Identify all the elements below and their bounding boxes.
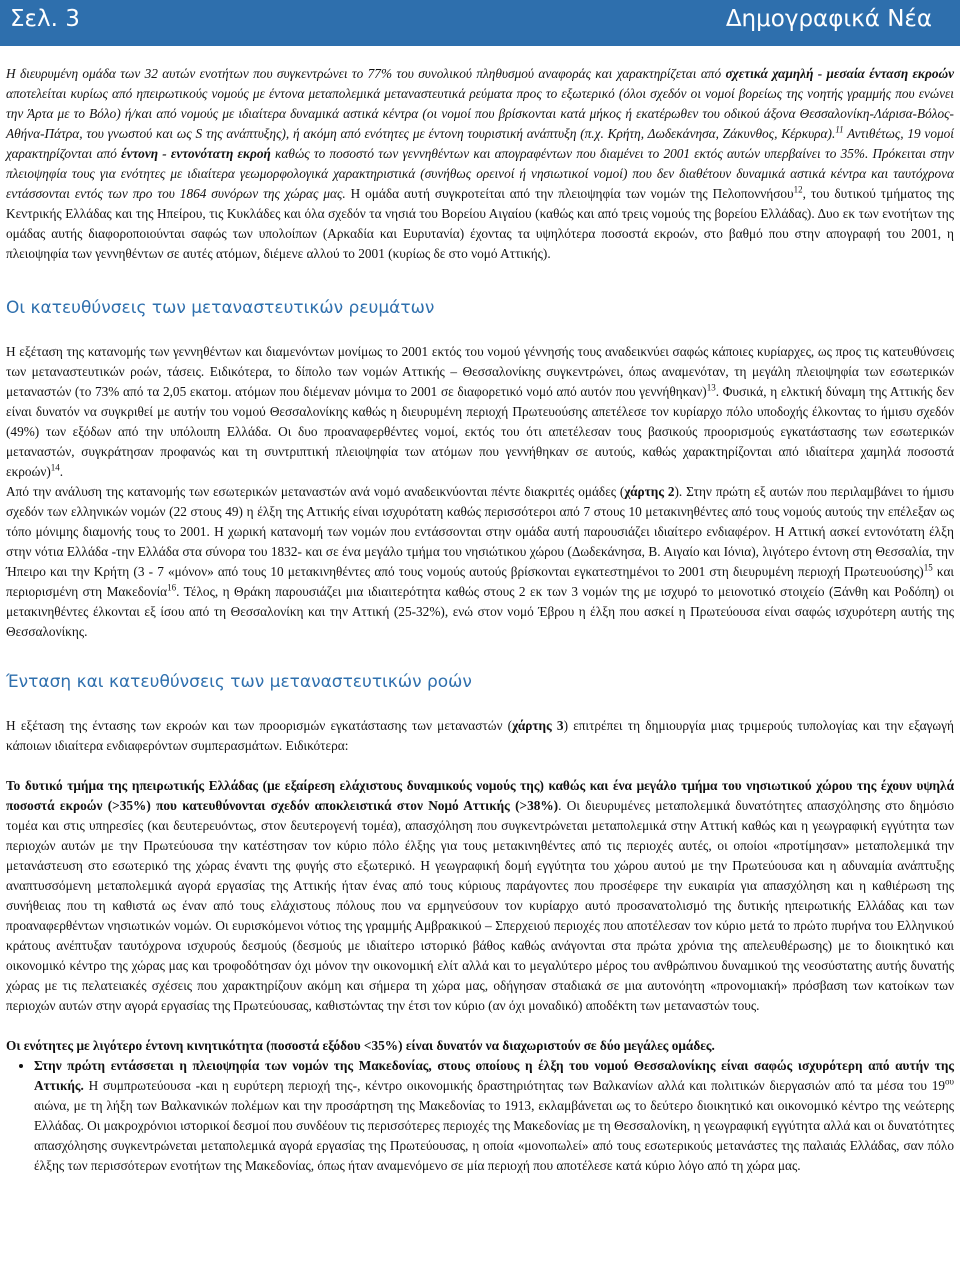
page-body — [6, 64, 954, 1176]
paragraph-intensity-3 — [6, 1036, 954, 1056]
text-run: αιώνα, με τη λήξη των Βαλκανικών πολέμων και την προσάρτηση της Μακεδονίας το 1913, εκλαμβάνεται ως το δεύτερο διοικητικό και οικονομικό κέντρο της νεώτερης Ελλάδας. Οι μακροχρόνιοι ιστορικοί δεσμοί που συνδέουν τις περισσότερες περιοχές της Μακεδονίας με τη Θεσσαλονίκη, η γεωγραφική εγγύτητα αλλά και οι δυνατότητες απασχόλησης συγκεντρώνεται μεταπολεμικά αγορά εργασίας της Πρωτεύουσας, η οποία «μονοπωλεί» από τους εσωτερικούς μετανάστες της παλαιάς Ελλάδας, σαν πόλο έλξης των περισσότερων ενοτήτων της Μακεδονίας, όπως ήταν αναμενόμενο σε μία περιοχή που αποτέλεσε κατά κύριο λόγο από τη χώρα μας. — [34, 1098, 954, 1173]
text-run: . — [59, 464, 64, 479]
text-run: αποτελείται κυρίως από ηπειρωτικούς νομούς με έντονα μεταπολεμικά μεταναστευτικά ρεύματα προς το εξωτερικό (όλοι σχεδόν οι νομοί βορείως της νοητής γραμμής που ενώνει την Άρτα με το Βόλο) ή/και από νομούς με ιδιαίτερα δυναμικά αστικά κέντρα (οι νομοί που βρίσκονται κατά μήκος ή εκατέρωθεν του οδικού άξονα Θεσσαλονίκη-Λάρισα-Βόλος-Αθήνα-Πάτρα, του γνωστού και ως S της ανάπτυξης), ή ακόμη από ενότητες με έντονη τουριστική ανάπτυξη (π.χ. Κρήτη, Δωδεκάνησα, Ζάκυνθος, Κέρκυρα). — [6, 86, 954, 141]
footnote-ref-11: 11 — [835, 124, 844, 135]
text-run: Η συμπρωτεύουσα -και η ευρύτερη περιοχή της-, κέντρο οικονομικής δραστηριότητας των Βαλκανίων αλλά και πολιτικών διεργασιών από τα μέσα του 19 — [83, 1078, 946, 1093]
emphasis-intense-outflow: έντονη - εντονότατη εκροή — [121, 146, 271, 161]
text-run: . Φυσικά, η ελκτική δύναμη της Αττικής δεν είναι δυνατόν να συγκριθεί με αυτήν του νομού Θεσσαλονίκης καθώς η διευρυμένη περιοχή Πρωτευούσης απετέλεσε τον κυρίαρχο πόλο υποδοχής έλκοντας το ήμισυ σχεδόν (49%) των εξόδων από την υπόλοιπη Ελλάδα. Οι δυο προαναφερθέντες νομοί, εκτός του ότι απετέλεσαν τους βασικούς προορισμούς εγκατάστασης των εσωτερικών μεταναστών, συγκράτησαν προφανώς και τη συντριπτική πλειοψηφία των ατόμων που γεννήθηκαν σε αυτούς, καθώς χαρακτηρίζονται από ιδιαίτερα χαμηλά ποσοστά εκροών) — [6, 384, 955, 479]
emphasis-west-greece: Το δυτικό τμήμα της ηπειρωτικής Ελλάδας (με εξαίρεση ελάχιστους δυναμικούς νομούς της) καθώς και ένα μεγάλο τμήμα του νησιωτικού χώρου της έχουν υψηλά ποσοστά εκροών (>35%) που κατευθύνονται σχεδόν αποκλειστικά στον Νομό Αττικής (>38%) — [6, 778, 954, 813]
map-reference-3: χάρτης 3 — [512, 718, 564, 733]
map-reference-2: χάρτης 2 — [624, 484, 675, 499]
footnote-ref-14: 14 — [50, 462, 60, 473]
text-run: Η ομάδα αυτή συγκροτείται από την πλειοψηφία των νομών της Πελοποννήσου — [345, 186, 794, 201]
page-header — [0, 0, 960, 46]
footnote-ref-15: 15 — [923, 562, 933, 573]
text-run: . Τέλος, η Θράκη παρουσιάζει μια ιδιαιτερότητα καθώς στους 2 εκ των 3 νομών της με ισχυρό το μειονοτικό στοιχείο (Ξάνθη και Ροδόπη) οι μετακινηθέντες έλκονται εξ ίσου από τη Θεσσαλονίκη και την Αττική (25-32%), ενώ στον νομό Έβρου η έλξη που ασκεί η Πρωτεύουσα είναι σαφώς ισχυρότερη αυτής της Θεσσαλονίκης. — [6, 584, 955, 639]
paragraph-directions-2 — [6, 482, 954, 642]
emphasis-macedonia: Στην πρώτη εντάσσεται η πλειοψηφία των νομών της Μακεδονίας, στους οποίους η έλξη του νομού Θεσσαλονίκης είναι σαφώς ισχυρότερη από αυτήν της Αττικής. — [34, 1058, 954, 1093]
paragraph-intro — [6, 64, 954, 264]
text-run: ) επιτρέπει τη δημιουργία μιας τριμερούς τυπολογίας και την εξαγωγή κάποιων ιδιαίτερα ενδιαφερόντων συμπερασμάτων. Ειδικότερα: — [6, 718, 954, 753]
emphasis-low-mobility: Οι ενότητες με λιγότερο έντονη κινητικότητα (ποσοστά εξόδου <35%) είναι δυνατόν να διαχωριστούν σε δύο μεγάλες ομάδες. — [6, 1038, 715, 1053]
bullet-list — [6, 1056, 954, 1176]
footnote-ref-12: 12 — [793, 184, 803, 195]
page-number-label: Σελ. 3 — [10, 6, 80, 32]
text-run: Από την ανάλυση της κατανομής των εσωτερικών μεταναστών ανά νομό αναδεικνύονται πέντε διακριτές ομάδες ( — [6, 484, 625, 499]
text-run: ). Στην πρώτη εξ αυτών που περιλαμβάνει το ήμισυ σχεδόν των ελληνικών νομών (22 στους 49) η έλξη της Αττικής είναι ισχυρότατη καθώς περισσότεροι από 7 στους 10 μετακινηθέντες από τους νομούς αυτούς την επέλεξαν ως τόπο μόνιμης διαμονής τους το 2001. Η χωρική κατανομή των νομών που εντάσσονται στην ομάδα αυτή παρουσιάζει ιδιαίτερο ενδιαφέρον. Η Αττική ασκεί εντονότατη έλξη στην νότια Ελλάδα -την Ελλάδα στα σύνορα του 1832- και σε ένα μεγάλο τμήμα του νησιώτικου χώρου (Δωδεκάνησα, Β. Αιγαίο και Ιόνια), λιγότερο έντονη στη Θεσσαλία, την Ήπειρο και την Κρήτη (3 - 7 «μόνον» από τους 10 μετακινηθέντες από τους νομούς αυτούς βρίσκονται εγκατεστημένοι το 2001 στη διευρυμένη περιοχή Πρωτευούσης) — [6, 484, 955, 579]
paragraph-directions-1 — [6, 342, 954, 482]
section-heading-intensity: Ένταση και κατευθύνσεις των μεταναστευτικών ροών — [6, 672, 472, 692]
newsletter-title: Δημογραφικά Νέα — [725, 6, 932, 32]
text-run: Η εξέταση της κατανομής των γεννηθέντων και διαμενόντων μονίμως το 2001 εκτός του νομού γέννησής τους αναδεικνύει σαφώς κάποιες κυρίαρχες, ως προς τις κατευθύνσεις των μεταναστευτικών ροών, τάσεις. Ειδικότερα, το δίπολο των νομών Αττικής – Θεσσαλονίκης συγκεντρώνει, όπως αναμενόταν, τη μεγάλη πλειοψηφία των εσωτερικών μεταναστών (το 73% από τα 2,05 εκατομ. ατόμων που διέμεναν μόνιμα το 2001 σε διαφορετικό νομό από αυτόν που γεννήθηκαν) — [6, 344, 954, 399]
paragraph-intensity-1 — [6, 716, 954, 756]
text-run: , του δυτικού τμήματος της Κεντρικής Ελλάδας και της Ηπείρου, τις Κυκλάδες και όλα σχεδόν τα νησιά του Βορείου Αιγαίου (καθώς και από τρεις νομούς της βορείου Ελλάδας). Δυο εκ των ενοτήτων της ομάδας αυτής διαφοροποιούνται σαφώς των υπολοίπων (Αρκαδία και Ευρυτανία) έχοντας τα υψηλότερα ποσοστά εκροών, στο βαθμό που στην απογραφή του 2001, η πλειοψηφία των γεννηθέντων σε αυτές ατόμων, διέμενε αλλού το 2001 (κυρίως δε στο νομό Αττικής). — [6, 186, 955, 261]
emphasis-low-medium-outflow: σχετικά χαμηλή - μεσαία ένταση εκροών — [725, 66, 954, 81]
superscript-ordinal: ου — [945, 1076, 954, 1087]
text-run: Η διευρυμένη ομάδα των 32 αυτών ενοτήτων που συγκεντρώνει το 77% του συνολικού πληθυσμού αναφοράς και χαρακτηρίζεται από — [6, 66, 726, 81]
text-run: και περιορισμένη στη Μακεδονία — [6, 564, 954, 599]
text-run: καθώς το ποσοστό των γεννηθέντων και απογραφέντων που διαμένει το 2001 εκτός αυτών υπερβαίνει το 35%. Πρόκειται στην πλειοψηφία τους για ενότητες με ιδιαίτερα γεωμορφολογικά χαρακτηριστικά (συνήθως ορεινοί ή νησιωτικοί νομοί) που δεν διαθέτουν δυναμικά αστικά κέντρα και ταυτόχρονα εντάσσονται εντός των προ του 1864 συνόρων της χώρας μας. — [6, 146, 954, 201]
footnote-ref-13: 13 — [706, 382, 716, 393]
section-heading-directions: Οι κατευθύνσεις των μεταναστευτικών ρευμάτων — [6, 298, 435, 318]
paragraph-intensity-2 — [6, 776, 954, 1016]
footnote-ref-16: 16 — [167, 582, 177, 593]
text-run: . Οι διευρυμένες μεταπολεμικά δυνατότητες απασχόλησης στο δημόσιο τομέα και στις υπηρεσίες (και δευτερευόντως, στον δευτερογενή τομέα), απασχόληση που συγκεντρώνεται μεταπολεμικά στην Αττική καθώς και η γεωγραφική εγγύτητα των περιοχών αυτών με την Πρωτεύουσα την κατέστησαν τον κύριο πόλο έλξης για τους μετακινηθέντες από τις περιοχές αυτές, οι οποίοι «προτίμησαν» μεταπολεμικά την μετανάστευση στο εσωτερικό της χώρας έναντι της φυγής στο εξωτερικό. Η γεωγραφική δομή εγγύτητα του χώρου αυτού με την Πρωτεύουσα και η αδυναμία ανάπτυξης αναπτυσσόμενη μεταπολεμικά αγορά εργασίας της Αττικής ήταν ένας από τους κύριους παράγοντες που προσέφερε την ευκαιρία για απασχόληση και η καθιέρωση της συνήθειας που τη καθιστά ως έναν από τους ελάχιστους πόλους που να ερμηνεύσουν τον κυρίαρχο αυτό προσανατολισμό της δυτικής ηπειρωτικής Ελλάδας και των προαναφερθέντων νησιωτικών νομών. Οι ευρισκόμενοι νότιος της γραμμής Αμβρακικού – Σπερχειού περιοχές που αποτέλεσαν τον κύριο μετά το πρώτο πυρήνα του Ελληνικού κράτους ανέπτυξαν ταυτόχρονα ισχυρούς δεσμούς (δεσμούς με ιδιαίτερο ιστορικό βάθος καθώς ανάγονται στα πρώτα χρόνια της απελευθέρωσης) με το διοικητικό και οικονομικό κέντρο της χώρας μας και τροφοδότησαν όχι μόνον την οικονομική ελίτ αλλά και το μεγαλύτερο μέρος του ανθρώπινου δυναμικού της νεοσύστατης αυτής δυνατής χώρας με τις πελατειακές σχέσεις που χαρακτηρίζουν ακόμη και σήμερα τη χώρα μας, οδήγησαν σταδιακά σε μια αυτονόητη «προνομιακή» πρόσβαση των κατοίκων των περιοχών αυτών στην αγορά εργασίας της Πρωτεύουσας, καθιστώντας την έτσι τον κύριο (αν όχι μοναδικό) αποδέκτη των μεταναστών τους. — [6, 798, 954, 1013]
text-run: Αντιθέτως, 19 νομοί χαρακτηρίζονται από — [6, 126, 954, 161]
text-run: Η εξέταση της έντασης των εκροών και των προορισμών εγκατάστασης των μεταναστών ( — [6, 718, 513, 733]
list-item — [34, 1056, 954, 1176]
